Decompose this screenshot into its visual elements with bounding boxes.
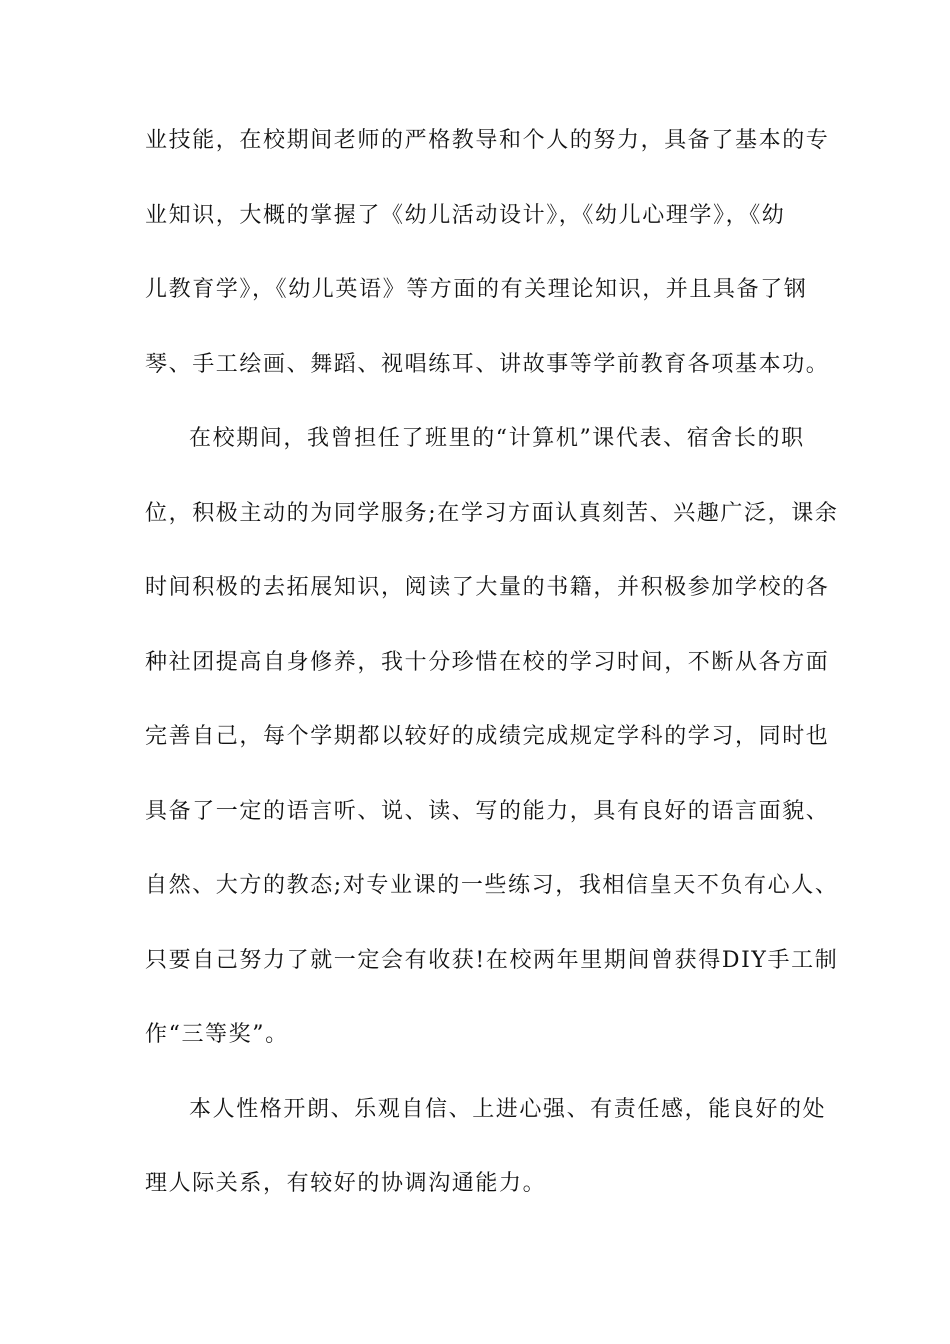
text-line: 作“三等奖”。 xyxy=(145,1022,289,1047)
paragraph-start-line: 本人性格开朗、乐观自信、上进心强、有责任感，能良好的处 xyxy=(189,1096,827,1122)
text-line: 完善自己，每个学期都以较好的成绩完成规定学科的学习，同时也 xyxy=(145,724,830,749)
paragraph-start-line: 在校期间，我曾担任了班里的“计算机”课代表、宿舍长的职 xyxy=(189,426,805,451)
text-line: 业知识，大概的掌握了《幼儿活动设计》，《幼儿心理学》，《幼 xyxy=(145,202,786,228)
text-line: 自然、大方的教态;对专业课的一些练习，我相信皇天不负有心人、 xyxy=(145,873,839,898)
text-line: 具备了一定的语言听、说、读、写的能力，具有良好的语言面貌、 xyxy=(145,798,830,824)
text-line: 种社团提高自身修养，我十分珍惜在校的学习时间，不断从各方面 xyxy=(145,649,830,675)
text-line: 琴、手工绘画、舞蹈、视唱练耳、讲故事等学前教育各项基本功。 xyxy=(145,351,830,377)
text-line: 业技能，在校期间老师的严格教导和个人的努力，具备了基本的专 xyxy=(145,128,830,153)
text-line: 儿教育学》，《幼儿英语》等方面的有关理论知识，并且具备了钢 xyxy=(145,277,808,302)
text-line: 位，积极主动的为同学服务;在学习方面认真刻苦、兴趣广泛，课余 xyxy=(145,500,839,526)
text-line: 只要自己努力了就一定会有收获!在校两年里期间曾获得DIY手工制 xyxy=(145,947,839,973)
text-line: 时间积极的去拓展知识，阅读了大量的书籍，并积极参加学校的各 xyxy=(145,575,830,600)
text-line: 理人际关系，有较好的协调沟通能力。 xyxy=(145,1171,547,1196)
body-text xyxy=(145,128,839,1246)
